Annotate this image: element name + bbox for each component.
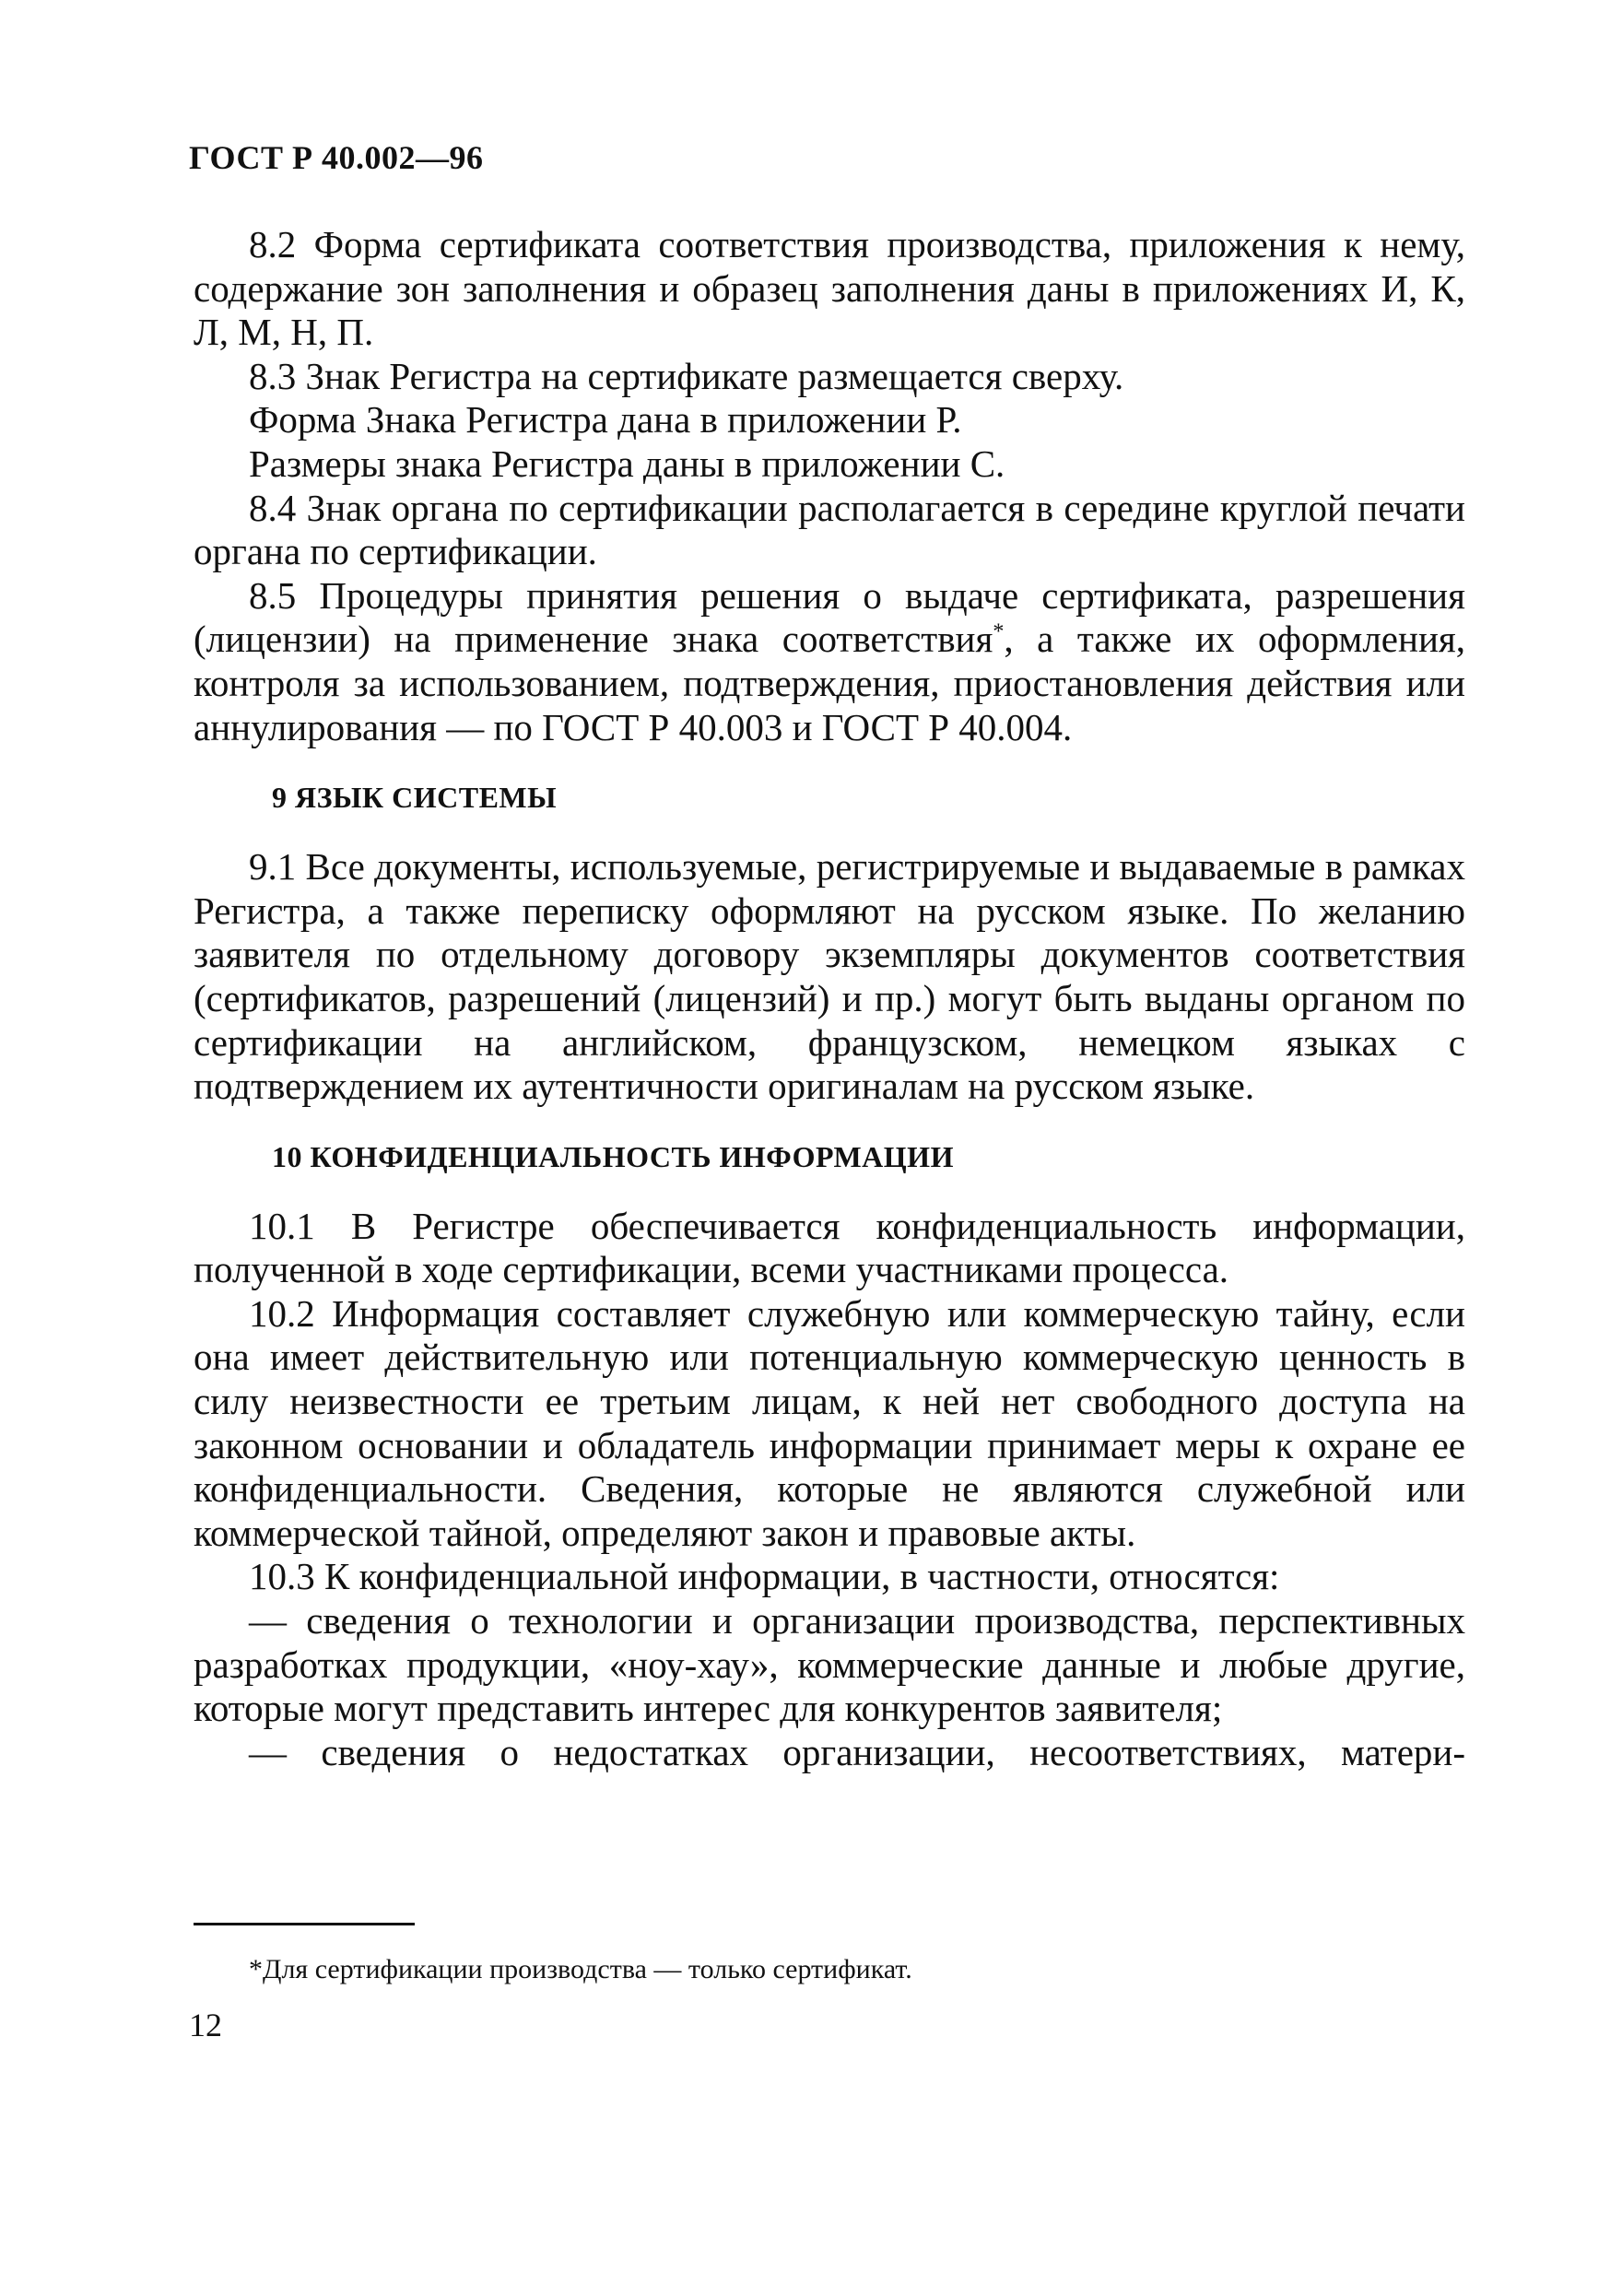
paragraph-8-3: 8.3 Знак Регистра на сертификате размещается сверху. — [249, 354, 1124, 397]
list-item-deficiencies: — сведения о недостатках организации, несоответствиях, матери- — [249, 1730, 1465, 1773]
paragraph-10-2: 10.2 Информация составляет служебную или коммерческую тайну, если она имеет действительную или потенциальную коммерческую ценность в силу неизвестности ее третьим лицам, к ней нет свободного доступа на законном основании и обладатель информации принимает меры к охране ее конфиденциальности. Сведения, которые не являются служебной или коммерческой тайной, определяют закон и правовые акты. — [194, 1291, 1465, 1554]
running-header: ГОСТ Р 40.002—96 — [189, 139, 484, 176]
paragraph-8-2: 8.2 Форма сертификата соответствия производства, приложения к нему, содержание зон заполнения и образец заполнения даны в приложениях И, К, Л, М, Н, П. — [194, 223, 1465, 354]
paragraph-8-5 — [194, 574, 1465, 749]
paragraph-9-1: 9.1 Все документы, используемые, регистрируемые и выдаваемые в рамках Регистра, а также переписку оформляют на русском языке. По желанию заявителя по отдельному договору экземпляры документов соответствия (сертификатов, разрешений (лицензий) и пр.) могут быть выданы органом по сертификации на английском, французском, немецком языках с подтверждением их аутентичности оригиналам на русском языке. — [194, 845, 1465, 1108]
paragraph-8-5-part1: 8.5 Процедуры принятия решения о выдаче сертификата, разрешения (лицензии) на применение знака соответствия — [194, 573, 1465, 661]
footnote: *Для сертификации производства — только сертификат. — [249, 1954, 912, 1984]
footnote-marker: * — [993, 619, 1005, 644]
paragraph-8-5-part2: , а также их оформления, контроля за использованием, подтверждения, приостановления действия или аннулирования — по ГОСТ Р 40.003 и ГОСТ Р 40.004. — [194, 618, 1465, 748]
section-10-heading: 10 КОНФИДЕНЦИАЛЬНОСТЬ ИНФОРМАЦИИ — [272, 1139, 954, 1173]
footnote-divider — [194, 1923, 415, 1925]
paragraph-10-3: 10.3 К конфиденциальной информации, в частности, относятся: — [249, 1555, 1280, 1598]
body-text — [194, 223, 1465, 1774]
page-number: 12 — [189, 2007, 222, 2043]
paragraph-8-4: 8.4 Знак органа по сертификации располагается в середине круглой печати органа по сертификации. — [194, 486, 1465, 573]
paragraph-8-3-form: Форма Знака Регистра дана в приложении Р. — [249, 398, 962, 442]
list-item-technology: — сведения о технологии и организации производства, перспективных разработках продукции, «ноу-хау», коммерческие данные и любые другие, которые могут представить интерес для конкурентов заявителя; — [194, 1599, 1465, 1730]
paragraph-10-1: 10.1 В Регистре обеспечивается конфиденциальность информации, полученной в ходе сертификации, всеми участниками процесса. — [194, 1204, 1465, 1291]
paragraph-8-3-sizes: Размеры знака Регистра даны в приложении С. — [249, 442, 1005, 485]
section-9-heading: 9 ЯЗЫК СИСТЕМЫ — [272, 781, 558, 815]
